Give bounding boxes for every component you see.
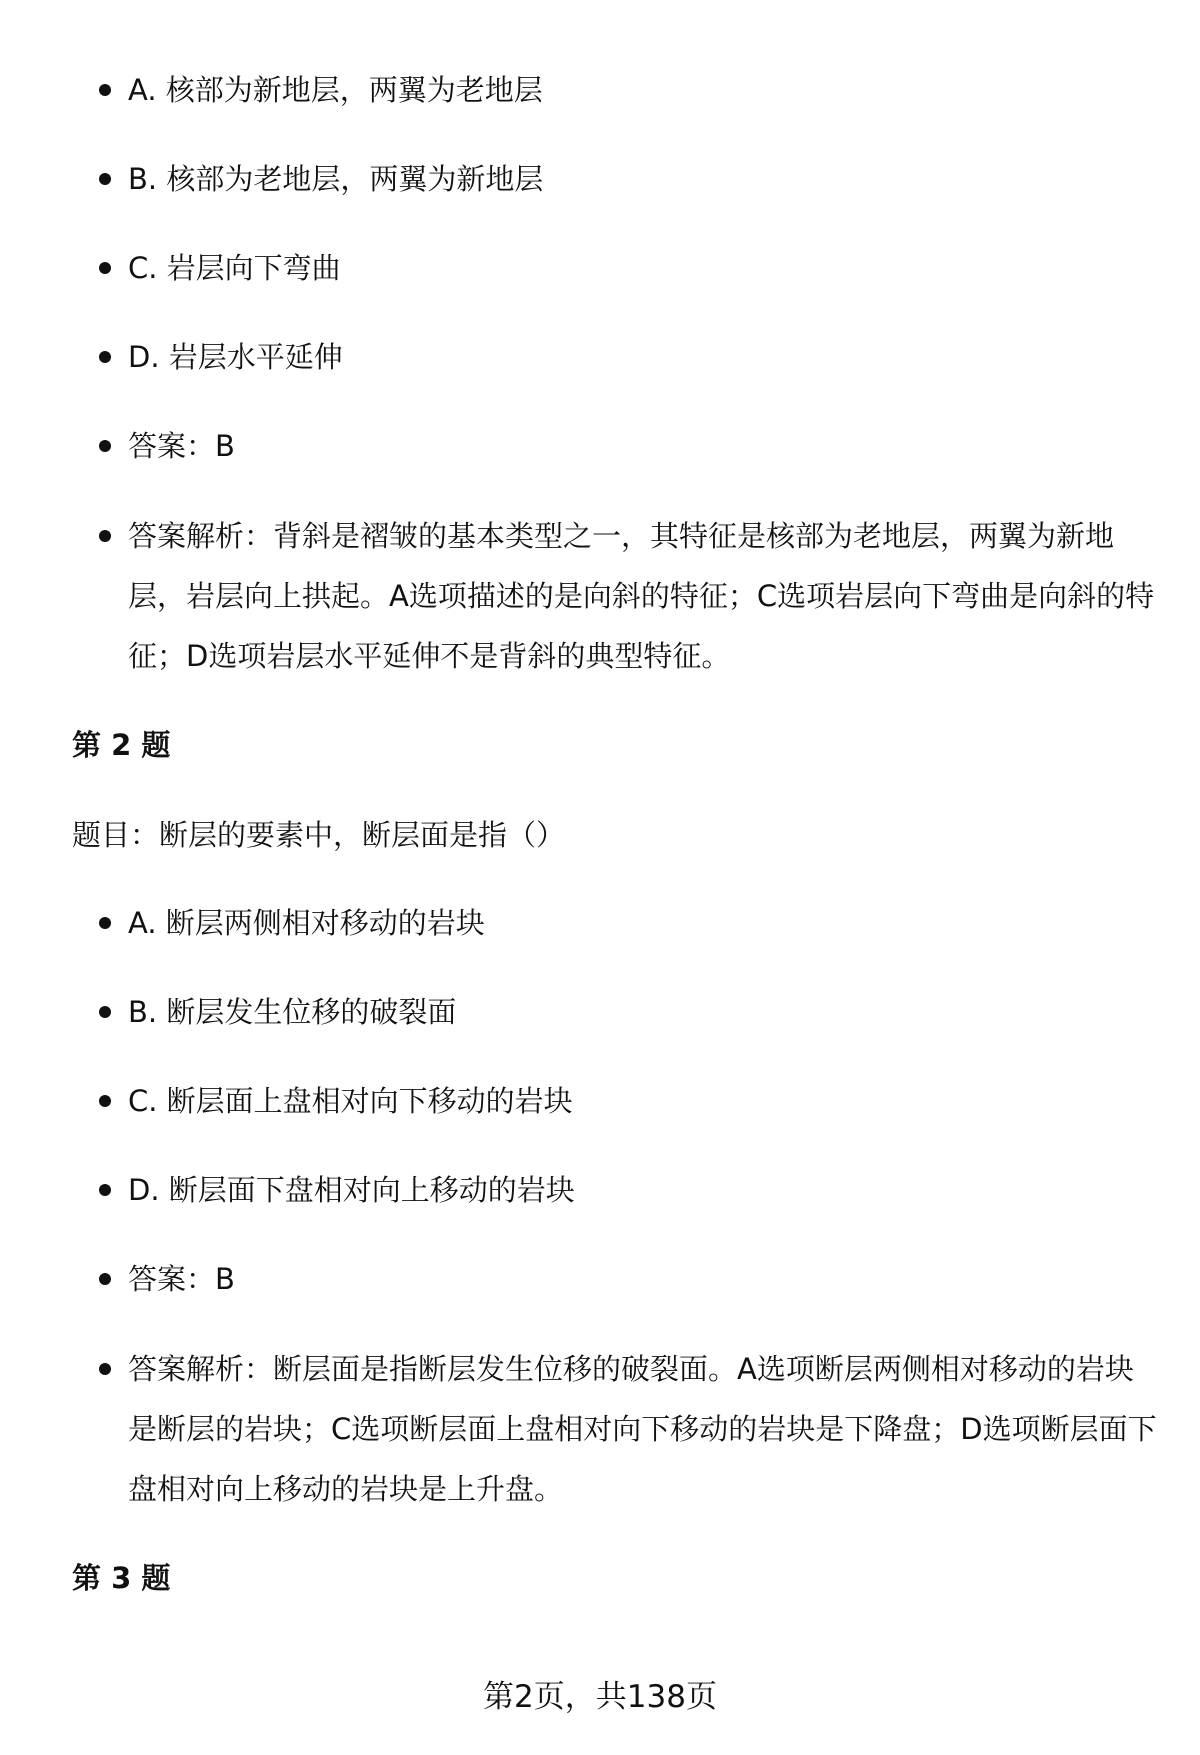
q1-option-d: D. 岩层水平延伸 bbox=[128, 327, 1158, 387]
q1-answer: 答案：B bbox=[128, 416, 1158, 476]
q2-answer: 答案：B bbox=[128, 1249, 1158, 1309]
q1-option-b: B. 核部为老地层，两翼为新地层 bbox=[128, 149, 1158, 209]
q2-heading: 第 2 题 bbox=[72, 728, 171, 762]
q2-option-c: C. 断层面上盘相对向下移动的岩块 bbox=[128, 1071, 1158, 1131]
q2-option-d: D. 断层面下盘相对向上移动的岩块 bbox=[128, 1160, 1158, 1220]
q2-option-b: B. 断层发生位移的破裂面 bbox=[128, 982, 1158, 1042]
page-number-footer: 第2页，共138页 bbox=[483, 1679, 717, 1715]
q2-question: 题目：断层的要素中，断层面是指（） bbox=[72, 818, 566, 852]
q1-option-a: A. 核部为新地层，两翼为老地层 bbox=[128, 60, 1158, 120]
q1-explanation: 答案解析：背斜是褶皱的基本类型之一，其特征是核部为老地层，两翼为新地层，岩层向上拱起。A选项描述的是向斜的特征；C选项岩层向下弯曲是向斜的特征；D选项岩层水平延伸不是背斜的典型特征。 bbox=[128, 506, 1158, 686]
q2-option-a: A. 断层两侧相对移动的岩块 bbox=[128, 893, 1158, 953]
q3-heading: 第 3 题 bbox=[72, 1561, 171, 1595]
q2-explanation: 答案解析：断层面是指断层发生位移的破裂面。A选项断层两侧相对移动的岩块是断层的岩块；C选项断层面上盘相对向下移动的岩块是下降盘；D选项断层面下盘相对向上移动的岩块是上升盘。 bbox=[128, 1339, 1158, 1519]
q1-option-c: C. 岩层向下弯曲 bbox=[128, 238, 1158, 298]
